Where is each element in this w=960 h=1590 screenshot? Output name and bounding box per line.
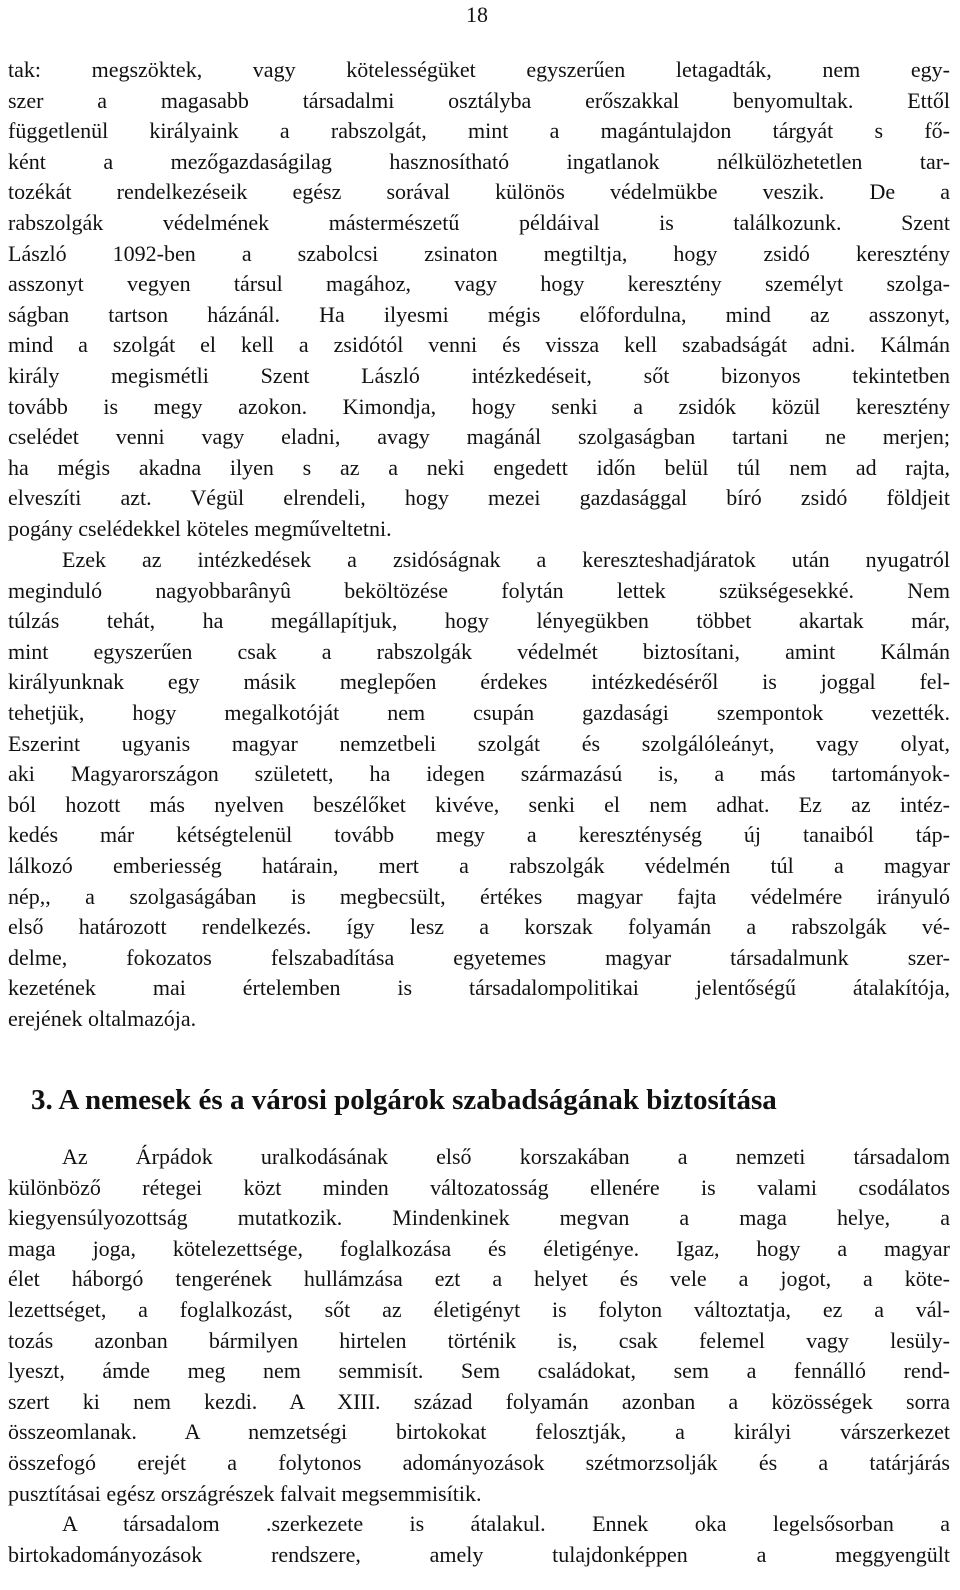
text-line: kedés már kétségtelenül tovább megy a kereszténység új tanaiból táp-: [8, 822, 950, 848]
section-heading: 3. A nemesek és a városi polgárok szabadságának biztosítása: [31, 1084, 777, 1116]
text-line: kezetének mai értelemben is társadalompolitikai jelentőségű átalakítója,: [8, 975, 950, 1001]
text-line: túlzás tehát, ha megállapítjuk, hogy lényegükben többet akartak már,: [8, 608, 950, 634]
text-line: elveszíti azt. Végül elrendeli, hogy mezei gazdasággal bíró zsidó földjeit: [8, 485, 950, 511]
text-line: ságban tartson házánál. Ha ilyesmi mégis előfordulna, mind az asszonyt,: [8, 301, 950, 327]
text-line: meginduló nagyobbarânyû beköltözése folytán lettek szükségesekké. Nem: [8, 577, 950, 603]
section3-paragraph: [8, 1142, 950, 1570]
text-line: birtokadományozások rendszere, amely tulajdonképpen a meggyengült: [8, 1541, 950, 1567]
text-line: lyeszt, ámde meg nem semmisít. Sem családokat, sem a fennálló rend-: [8, 1358, 950, 1384]
text-line: maga joga, kötelezettsége, foglalkozása és életigénye. Igaz, hogy a magyar: [8, 1235, 950, 1261]
text-line: tehetjük, hogy megalkotóját nem csupán gazdasági szempontok vezették.: [8, 699, 950, 725]
text-line: mind a szolgát el kell a zsidótól venni és vissza kell szabadságát adni. Kálmán: [8, 332, 950, 358]
text-line: delme, fokozatos felszabadítása egyetemes magyar társadalmunk szer-: [8, 944, 950, 970]
text-line: tak: megszöktek, vagy kötelességüket egyszerűen letagadták, nem egy-: [8, 57, 950, 82]
text-line: lezettséget, a foglalkozást, sőt az életigényt is folyton változtatja, ez a vál-: [8, 1296, 950, 1322]
text-line: összeomlanak. A nemzetségi birtokokat felosztják, a királyi várszerkezet: [8, 1419, 950, 1445]
text-line: tovább is megy azokon. Kimondja, hogy senki a zsidók közül keresztény: [8, 393, 950, 419]
text-line: első határozott rendelkezés. így lesz a korszak folyamán a rabszolgák vé-: [8, 914, 950, 940]
text-line: László 1092-ben a szabolcsi zsinaton megtiltja, hogy zsidó keresztény: [8, 240, 950, 266]
text-line: ból hozott más nyelven beszélőket kivéve, senki el nem adhat. Ez az intéz-: [8, 791, 950, 817]
text-line: szert ki nem kezdi. A XIII. század folyamán azonban a közösségek sorra: [8, 1388, 950, 1414]
text-line: szer a magasabb társadalmi osztályba erőszakkal benyomultak. Ettől: [8, 87, 950, 113]
text-line: A társadalom .szerkezete is átalakul. Ennek oka legelsősorban a: [62, 1511, 950, 1537]
text-line: Az Árpádok uralkodásának első korszakában a nemzeti társadalom: [62, 1144, 950, 1169]
text-line: rabszolgák védelmének mástermészetű példáival is találkozunk. Szent: [8, 209, 950, 235]
section2-paragraph: [8, 545, 950, 1035]
text-line: élet háborgó tengerének hullámzása ezt a helyet és vele a jogot, a köte-: [8, 1266, 950, 1292]
text-line: összefogó erejét a folytonos adományozások szétmorzsolják és a tatárjárás: [8, 1449, 950, 1475]
text-line: erejének oltalmazója.: [8, 1005, 197, 1031]
text-line: asszonyt vegyen társul magához, vagy hogy keresztény személyt szolga-: [8, 271, 950, 297]
text-line: lálkozó emberiesség határain, mert a rabszolgák védelmén túl a magyar: [8, 852, 950, 878]
text-line: királyunknak egy másik meglepően érdekes intézkedéséről is joggal fel-: [8, 669, 950, 695]
text-line: pogány cselédekkel köteles megműveltetni.: [8, 515, 392, 541]
text-line: Ezek az intézkedések a zsidóságnak a kereszteshadjáratok után nyugatról: [62, 547, 950, 572]
text-line: ha mégis akadna ilyen s az a neki engedett időn belül túl nem ad rajta,: [8, 454, 950, 480]
text-line: Eszerint ugyanis magyar nemzetbeli szolgát és szolgálóleányt, vagy olyat,: [8, 730, 950, 756]
text-line: mint egyszerűen csak a rabszolgák védelmét biztosítani, amint Kálmán: [8, 638, 950, 664]
text-line: nép,, a szolgaságában is megbecsült, értékes magyar fajta védelmére irányuló: [8, 883, 950, 909]
text-line: cselédet venni vagy eladni, avagy magánál szolgaságban tartani ne merjen;: [8, 424, 950, 450]
page-number: 18: [466, 2, 488, 27]
text-line: király megismétli Szent László intézkedéseit, sőt bizonyos tekintetben: [8, 362, 950, 388]
section1-paragraph: [8, 55, 950, 545]
text-line: kiegyensúlyozottság mutatkozik. Mindenkinek megvan a maga helye, a: [8, 1205, 950, 1231]
text-line: pusztításai egész országrészek falvait megsemmisítik.: [8, 1480, 482, 1506]
text-line: aki Magyarországon született, ha idegen származású is, a más tartományok-: [8, 761, 950, 787]
text-line: tozékát rendelkezéseik egész sorával különös védelmükbe veszik. De a: [8, 179, 950, 205]
text-line: függetlenül királyaink a rabszolgát, mint a magántulajdon tárgyát s fő-: [8, 118, 950, 144]
text-line: tozás azonban bármilyen hirtelen történik is, csak felemel vagy lesüly-: [8, 1327, 950, 1353]
text-line: ként a mezőgazdaságilag hasznosítható ingatlanok nélkülözhetetlen tar-: [8, 148, 950, 174]
text-line: különböző rétegei közt minden változatosság ellenére is valami csodálatos: [8, 1174, 950, 1200]
